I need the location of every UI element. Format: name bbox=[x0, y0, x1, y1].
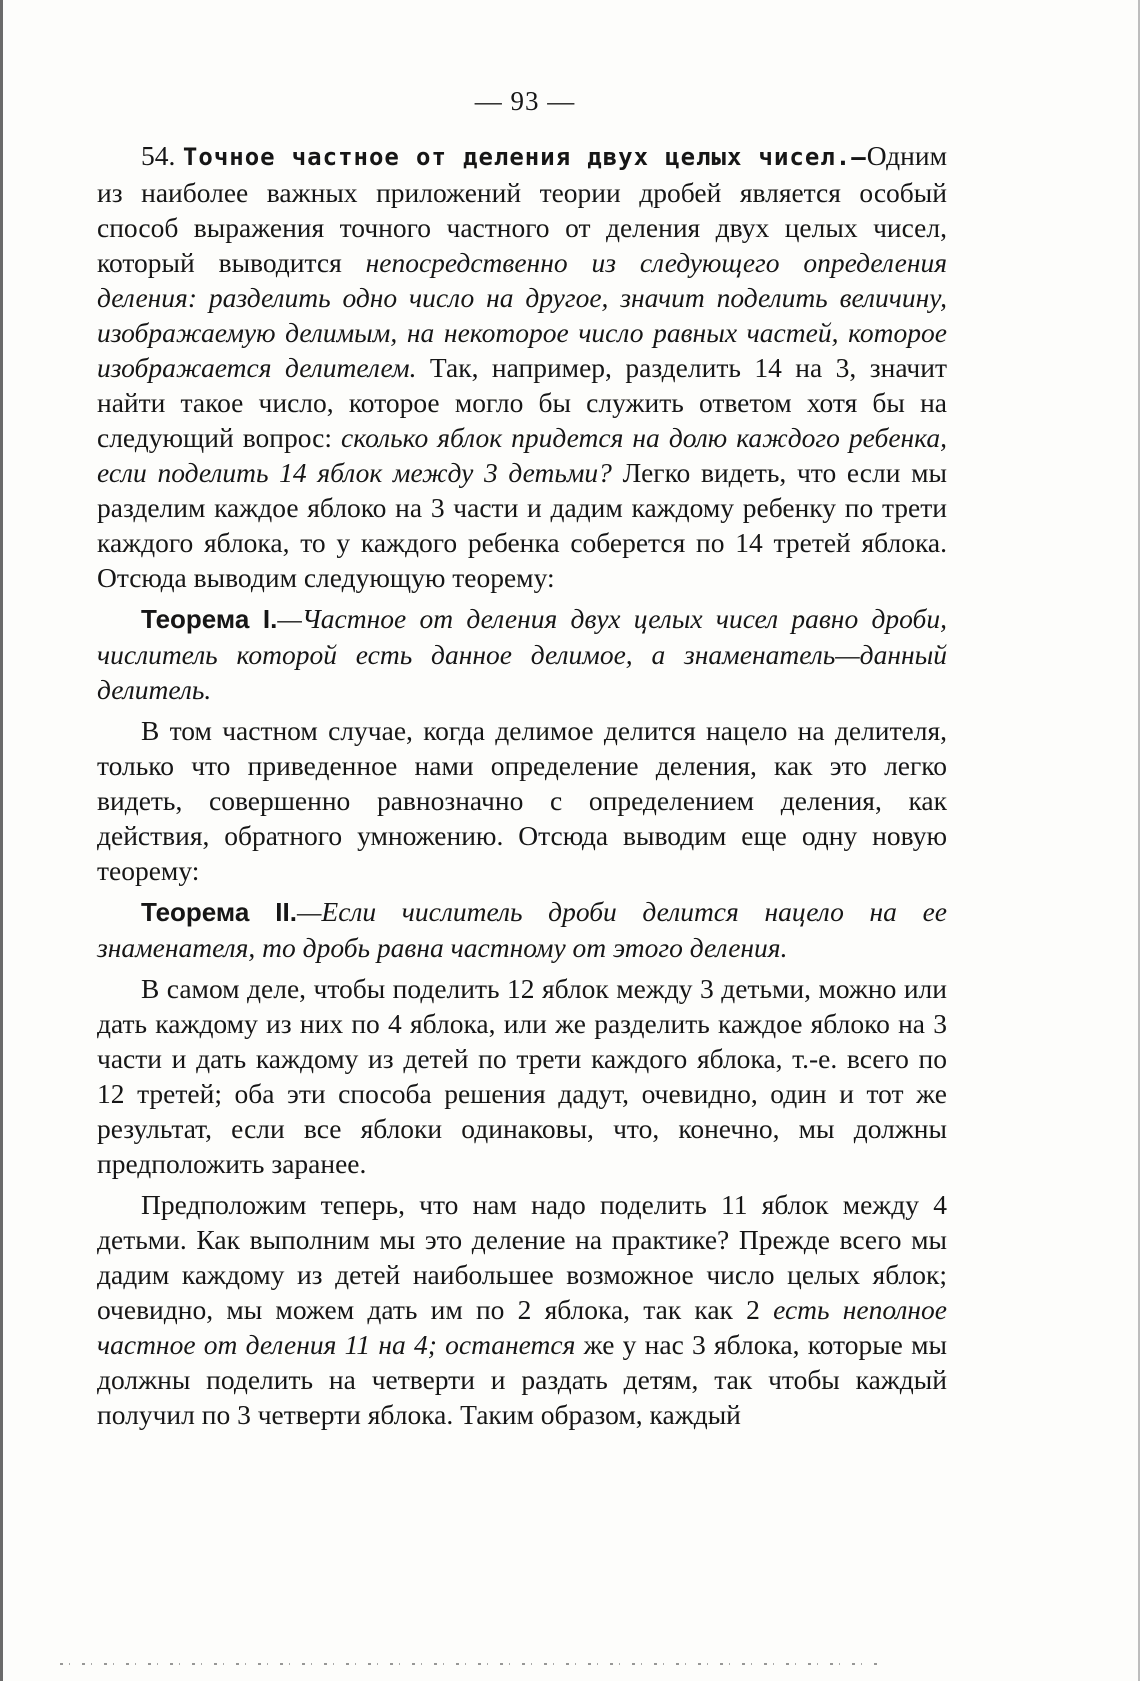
section-number: 54. bbox=[141, 140, 176, 171]
theorem-1-text: —Частное от деления двух целых чисел равно дроби, числитель которой есть данное делимое, а знаменатель—данный делитель. bbox=[97, 603, 948, 705]
page-number: — 93 — bbox=[474, 86, 576, 116]
intro-text-c: Легко видеть, что если мы разделим каждое яблоко на 3 части и дадим каждому ребенку по трети каждого яблока, то у каждого ребенка соберется по 14 третей яблока. Отсюда выводим следующую теорему: bbox=[97, 457, 947, 593]
paragraph-4-italic: есть неполное частное от деления 11 на 4; останется bbox=[97, 1294, 948, 1360]
section-heading: Точное частное от деления двух целых чисел.— bbox=[182, 143, 867, 171]
section-54-paragraph bbox=[97, 138, 947, 595]
scan-dust-bottom bbox=[60, 1663, 880, 1665]
question-italic: сколько яблок придется на долю каждого ребенка, если поделить 14 яблок между 3 детьми? bbox=[97, 422, 947, 488]
theorem-1 bbox=[97, 601, 947, 707]
main-text bbox=[97, 138, 947, 1432]
theorem-2-text: —Если числитель дроби делится нацело на ее знаменателя, то дробь равна частному от этого деления. bbox=[97, 896, 947, 963]
theorem-2-label: Теорема II. bbox=[141, 897, 297, 927]
intro-text-a: Одним из наиболее важных приложений теории дробей является особый способ выражения точного частного от деления двух целых чисел, который выводится bbox=[97, 140, 948, 278]
theorem-1-label: Теорема I. bbox=[141, 604, 278, 634]
paragraph-4-text-b: же у нас 3 яблока, которые мы должны поделить на четверти и раздать детям, так чтобы каждый получил по 3 четверти яблока. Таким образом, каждый bbox=[97, 1329, 948, 1430]
paragraph-3: В самом деле, чтобы поделить 12 яблок между 3 детьми, можно или дать каждому из них по 4 яблока, или же разделить каждое яблоко на 3 части и дать каждому из детей по трети каждого яблока, т.-е. всего по 12 третей; оба эти способа решения дадут, очевидно, один и тот же результат, если все яблоки одинаковы, что, конечно, мы должны предположить заранее. bbox=[97, 973, 947, 1179]
intro-text-b: Так, например, разделить 14 на 3, значит найти такое число, которое могло бы служить ответом хотя бы на следующий вопрос: bbox=[97, 352, 947, 453]
paragraph-4 bbox=[97, 1187, 947, 1432]
definition-italic: непосредственно из следующего определения деления: разделить одно число на другое, значит поделить величину, изображаемую делимым, на некоторое число равных частей, которое изображается делителем. bbox=[97, 247, 947, 383]
theorem-2 bbox=[97, 894, 947, 965]
paragraph-4-text-a: Предположим теперь, что нам надо поделить 11 яблок между 4 детьми. Как выполним мы это деление на практике? Прежде всего мы дадим каждому из детей наибольшее возможное число целых яблок; очевидно, мы можем дать им по 2 яблока, так как 2 bbox=[97, 1189, 947, 1325]
paragraph-2: В том частном случае, когда делимое делится нацело на делителя, только что приведенное нами определение деления, как это легко видеть, совершенно равнозначно с определением деления, как действия, обратного умножению. Отсюда выводим еще одну новую теорему: bbox=[97, 715, 947, 886]
scan-edge-left bbox=[0, 0, 3, 1681]
